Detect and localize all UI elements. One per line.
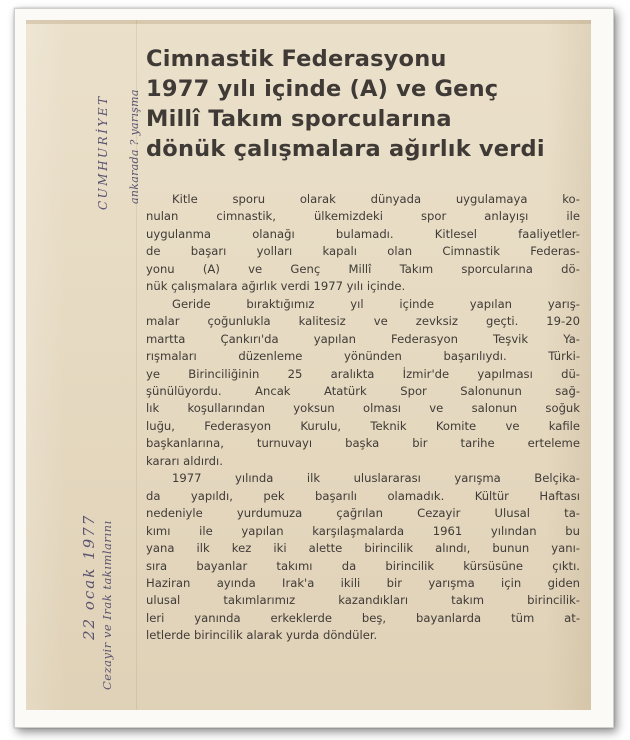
body-line: malar çoğunlukla kalitesiz ve zevksiz geçti. 19-20	[146, 314, 580, 329]
article-headline	[146, 44, 576, 164]
body-line: yonu (A) ve Genç Millî Takım sporcularına dö-	[146, 261, 580, 276]
handwritten-note-1-wrap	[96, 520, 118, 690]
body-line: Haziran ayında Irak'a ikili bir yarışma için giden	[146, 575, 580, 590]
handwritten-note-1: Cezayir ve Irak takımlarını	[100, 520, 114, 690]
clipping-top-edge	[26, 20, 591, 24]
handwritten-note-2: ankarada ? yarışma	[128, 89, 141, 204]
headline-line-2: 1977 yılı içinde (A) ve Genç	[146, 76, 499, 102]
body-line: martta Çankırı'da yapılan Federasyon Teşvik Ya-	[146, 331, 580, 346]
body-line: Kitle sporu olarak dünyada uygulamaya ko-	[172, 192, 580, 206]
body-line: rışmaları düzenleme yönünden başarılıydı. Türki-	[146, 349, 580, 364]
body-line: nedeniyle yurdumuza çağrılan Cezayir Ulusal ta-	[146, 506, 580, 521]
body-line: uygulanma olanağı bulamadı. Kitlesel faaliyetler-	[146, 226, 580, 241]
body-line: letlerde birincilik alarak yurda döndüler.	[146, 628, 378, 643]
body-line: şünülüyordu. Ancak Atatürk Spor Salonunun sağ-	[146, 383, 580, 398]
headline-line-1: Cimnastik Federasyonu	[146, 46, 447, 72]
body-line: sıra bayanlar takımı da birincilik kürsüsüne çıktı.	[146, 558, 580, 573]
headline-line-3: Millî Takım sporcularına	[146, 106, 452, 132]
body-line: da yapıldı, pek başarılı olamadık. Kültür Haftası	[146, 488, 580, 503]
body-line: ulusal takımlarımız kazandıkları takım birincilik-	[146, 593, 580, 608]
body-line: ye Birinciliğinin 25 aralıkta İzmir'de yapılması dü-	[146, 366, 580, 381]
body-line: nük çalışmalara ağırlık verdi 1977 yılı içinde.	[146, 279, 406, 294]
body-line: Geride bıraktığımız yıl içinde yapılan yarış-	[172, 296, 580, 311]
body-line: nulan cimnastik, ülkemizdeki spor anlayışı ile	[146, 209, 580, 224]
body-line: başkanlarına, turnuvayı başka bir tarihe erteleme	[146, 436, 580, 451]
headline-line-4: dönük çalışmalara ağırlık verdi	[146, 136, 545, 162]
article-body	[146, 191, 580, 645]
body-line: kımı ile yapılan karşılaşmalarda 1961 yılından bu	[146, 523, 580, 538]
body-line: de başarı yolları kapalı olan Cimnastik Federas-	[146, 244, 580, 259]
body-line: yana ilk kez iki alette birincilik alındı, bunun yanı-	[146, 541, 580, 556]
body-line: leri yanında erkeklerde beş, bayanlarda tüm at-	[146, 610, 580, 625]
handwritten-newspaper-name: CUMHURİYET	[96, 94, 110, 210]
body-line: kararı aldırdı.	[146, 453, 223, 468]
body-line: 1977 yılında ilk uluslararası yarışma Belçika-	[172, 471, 580, 486]
handwritten-date: 22 ocak 1977	[80, 513, 98, 640]
body-line: luğu, Federasyon Kurulu, Teknik Komite ve kafile	[146, 418, 580, 433]
body-line: lık koşullarından yoksun olması ve salonun soğuk	[146, 401, 580, 416]
